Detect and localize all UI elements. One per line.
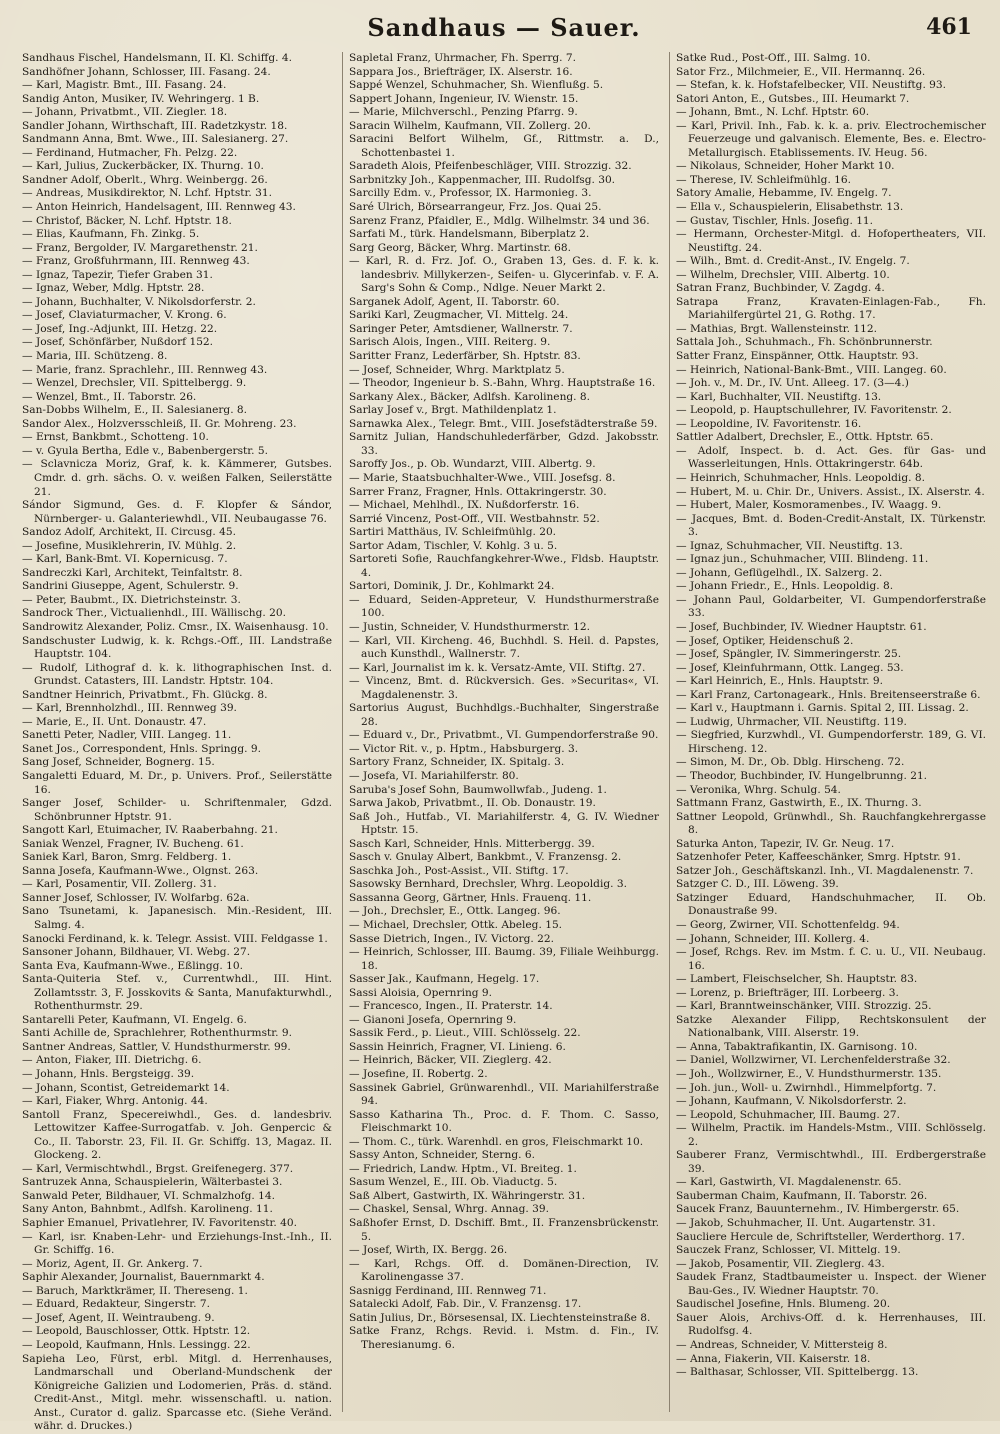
directory-entry: — Johann Friedr., E., Hnls. Leopoldig. 8. — [676, 580, 894, 593]
directory-entry: — Karl, Privil. Inh., Fab. k. k. a. priv. Electrochemischer Feuerzeuge und galvanisch. Elemente, Bes. e. Electro-Metallurgisch. Etablissements. IV. Heug. 56. — [676, 119, 986, 159]
directory-entry: Sator Frz., Milchmeier, E., VII. Hermannq. 26. — [676, 65, 926, 78]
directory-entry: Saucliere Hercule de, Schriftsteller, Werderthorg. 17. — [676, 1230, 965, 1243]
directory-entry: Saniek Karl, Baron, Smrg. Feldberg. 1. — [22, 851, 232, 864]
directory-entry: Satalecki Adolf, Fab. Dir., V. Franzensg. 17. — [349, 1298, 582, 1311]
directory-entry: — Anna, Tabaktrafikantin, IX. Garnisong. 10. — [676, 1040, 918, 1053]
directory-entry: — Chaskel, Sensal, Whrg. Annag. 39. — [349, 1203, 549, 1216]
directory-entry: Sappert Johann, Ingenieur, IV. Wienstr. 15. — [349, 92, 579, 105]
directory-entry: Sandrock Ther., Victualienhdl., III. Wällischg. 20. — [22, 607, 286, 620]
directory-entry: Satory Amalie, Hebamme, IV. Engelg. 7. — [676, 187, 892, 200]
directory-entry: Sattmann Franz, Gastwirth, E., IX. Thurng. 3. — [676, 797, 922, 810]
directory-entry: — Karl, Julius, Zuckerbäcker, IX. Thurng. 10. — [22, 160, 264, 173]
directory-entry: — Josef, Buchbinder, IV. Wiedner Hauptstr. 61. — [676, 620, 927, 633]
directory-entry: — Heinrich, Schuhmacher, Hnls. Leopoldig. 8. — [676, 471, 925, 484]
directory-entry: Sandrini Giuseppe, Agent, Schulerstr. 9. — [22, 580, 239, 593]
directory-entry: Saradeth Alois, Pfeifenbeschläger, VIII. Strozzig. 32. — [349, 160, 632, 173]
directory-entry: — Eduard, Redakteur, Singerstr. 7. — [22, 1298, 210, 1311]
directory-entry: — Eduard, Seiden-Appreteur, V. Hundsthurmerstraße 100. — [349, 593, 659, 620]
directory-entry: Sartor Adam, Tischler, V. Kohlg. 3 u. 5. — [349, 539, 558, 552]
directory-entry: — Wenzel, Bmt., II. Taborstr. 26. — [22, 390, 197, 403]
directory-entry: — Christof, Bäcker, N. Lchf. Hptstr. 18. — [22, 214, 232, 227]
directory-entry: Saudek Franz, Stadtbaumeister u. Inspect. der Wiener Bau-Ges., IV. Wiedner Hauptstr. 70. — [676, 1271, 986, 1297]
directory-entry: Sasso Katharina Th., Proc. d. F. Thom. C. Sasso, Fleischmarkt 10. — [349, 1108, 659, 1135]
directory-entry: Sarenz Franz, Pfaidler, E., Mdlg. Wilhelmstr. 34 und 36. — [349, 214, 650, 227]
directory-entry: Sany Anton, Bahnbmt., Adlfsh. Karolineng. 11. — [22, 1203, 273, 1216]
directory-entry: Sarcilly Edm. v., Professor, IX. Harmonieg. 3. — [349, 187, 592, 200]
directory-entry: Santruzek Anna, Schauspielerin, Wälterbastei 3. — [22, 1176, 283, 1189]
directory-entry: — Johann, Geflügelhdl., IX. Salzerg. 2. — [676, 566, 883, 579]
directory-entry: Saruba's Josef Sohn, Baumwollwfab., Judeng. 1. — [349, 783, 607, 796]
directory-entry: — Ferdinand, Hutmacher, Fh. Pelzg. 22. — [22, 146, 238, 159]
directory-entry: Sarnawka Alex., Telegr. Bmt., VIII. Josefstädterstraße 59. — [349, 417, 658, 430]
directory-entry: Sauer Alois, Archivs-Off. d. k. Herrenhauses, III. Rudolfsg. 4. — [676, 1311, 986, 1338]
directory-entry: — Karl, Fiaker, Whrg. Antonig. 44. — [22, 1095, 208, 1108]
directory-entry: Saß Joh., Hutfab., VI. Mariahilferstr. 4, G. IV. Wiedner Hptstr. 15. — [349, 810, 659, 837]
column-1 — [22, 52, 332, 1433]
directory-entry: Sartori, Dominik, J. Dr., Kohlmarkt 24. — [349, 580, 555, 593]
directory-entry: Sansoner Johann, Bildhauer, VI. Webg. 27. — [22, 946, 251, 959]
directory-entry: — Johann, Scontist, Getreidemarkt 14. — [22, 1081, 230, 1094]
directory-entry: — Anton Heinrich, Handelsagent, III. Rennweg 43. — [22, 201, 296, 214]
directory-entry: — Karl, Gastwirth, VI. Magdalenenstr. 65. — [676, 1176, 902, 1189]
directory-entry: — Lambert, Fleischselcher, Sh. Hauptstr. 83. — [676, 973, 918, 986]
directory-entry: Sarbnitzky Joh., Kappenmacher, III. Rudolfsg. 30. — [349, 173, 616, 186]
directory-entry: — Karl Heinrich, E., Hnls. Hauptstr. 9. — [676, 675, 883, 688]
directory-entry: — Ignaz, Schuhmacher, VII. Neustiftg. 13. — [676, 539, 903, 552]
directory-entry: — Johann, Buchhalter, V. Nikolsdorferstr. 2. — [22, 295, 256, 308]
directory-entry: — Hubert, M. u. Chir. Dr., Univers. Assist., IX. Alserstr. 4. — [676, 485, 985, 498]
directory-entry: Sartoreti Sofie, Rauchfangkehrer-Wwe., Fldsb. Hauptstr. 4. — [349, 553, 659, 579]
directory-entry: Sartory Franz, Schneider, IX. Spitalg. 3. — [349, 756, 565, 769]
directory-entry: Sasser Jak., Kaufmann, Hegelg. 17. — [349, 973, 540, 986]
directory-entry: Satin Julius, Dr., Börsesensal, IX. Liechtensteinstraße 8. — [349, 1311, 651, 1324]
directory-entry: Sandig Anton, Musiker, IV. Wehringerg. 1 B. — [22, 92, 260, 105]
directory-entry: — Friedrich, Landw. Hptm., VI. Breiteg. 1. — [349, 1162, 577, 1175]
directory-entry: — Elias, Kaufmann, Fh. Zinkg. 5. — [22, 228, 200, 241]
directory-entry: Saphir Alexander, Journalist, Bauernmarkt 4. — [22, 1271, 265, 1284]
directory-entry: Sandner Adolf, Oberlt., Whrg. Weinbergg. 26. — [22, 173, 268, 186]
columns — [22, 52, 986, 1433]
directory-entry: Sapieha Leo, Fürst, erbl. Mitgl. d. Herrenhauses, Landmarschall und Oberland-Mundschenk der Königreiche Galizien und Lodomerien, Präs. d. ständ. Credit-Anst., Mitgl. mehr. wissenschaftl. u. nation. Anst., Curator d. galiz. Sparcasse etc. (Siehe Veränd. währ. d. Druckes.) — [22, 1352, 332, 1433]
directory-entry: Sassik Ferd., p. Lieut., VIII. Schlösselg. 22. — [349, 1027, 581, 1040]
directory-entry: — Theodor, Ingenieur b. S.-Bahn, Whrg. Hauptstraße 16. — [349, 377, 656, 390]
directory-entry: — Michael, Mehlhdl., IX. Nußdorferstr. 16. — [349, 499, 580, 512]
directory-entry: Sassy Anton, Schneider, Sterng. 6. — [349, 1149, 535, 1162]
directory-entry: Sandler Johann, Wirthschaft, III. Radetzkystr. 18. — [22, 119, 288, 132]
directory-entry: — Andreas, Schneider, V. Mittersteig 8. — [676, 1338, 888, 1351]
directory-entry: — Daniel, Wollzwirner, VI. Lerchenfelderstraße 32. — [676, 1054, 951, 1067]
directory-entry: Satran Franz, Buchbinder, V. Zagdg. 4. — [676, 282, 885, 295]
directory-entry: Sanet Jos., Correspondent, Hnls. Springg. 9. — [22, 742, 261, 755]
directory-entry: Saudischel Josefine, Hnls. Blumeng. 20. — [676, 1298, 891, 1311]
directory-entry: — Gustav, Tischler, Hnls. Josefig. 11. — [676, 214, 874, 227]
directory-entry: — Leopold, Schuhmacher, III. Baumg. 27. — [676, 1108, 901, 1121]
directory-entry: — Karl, Vermischtwhdl., Brgst. Greifenegerg. 377. — [22, 1162, 294, 1175]
directory-entry: — Leopoldine, IV. Favoritenstr. 16. — [676, 417, 862, 430]
directory-entry: — Ignaz, Tapezir, Tiefer Graben 31. — [22, 268, 213, 281]
directory-entry: Sassin Heinrich, Fragner, VI. Linieng. 6. — [349, 1040, 566, 1053]
directory-entry: Sappé Wenzel, Schuhmacher, Sh. Wienflußg. 5. — [349, 79, 604, 92]
running-title: Sandhaus — Sauer. — [367, 13, 641, 42]
directory-entry: Sarisch Alois, Ingen., VIII. Reiterg. 9. — [349, 336, 551, 349]
directory-entry: — Hermann, Orchester-Mitgl. d. Hofopertheaters, VII. Neustiftg. 24. — [676, 228, 986, 254]
directory-entry: Sattler Adalbert, Drechsler, E., Ottk. Hptstr. 65. — [676, 431, 934, 444]
directory-entry: Sandrowitz Alexander, Poliz. Cmsr., IX. Waisenhausg. 10. — [22, 620, 329, 633]
directory-entry: Sandor Alex., Holzversschleiß, II. Gr. Mohreng. 23. — [22, 417, 297, 430]
directory-entry: Sandmann Anna, Bmt. Wwe., III. Salesianerg. 27. — [22, 133, 289, 146]
directory-entry: — Lorenz, p. Briefträger, III. Lorbeerg. 3. — [676, 986, 899, 999]
directory-entry: — Leopold, Bauschlosser, Ottk. Hptstr. 12. — [22, 1325, 251, 1338]
directory-entry: — Josef, Kleinfuhrmann, Ottk. Langeg. 53. — [676, 661, 904, 674]
directory-entry: — Anna, Fiakerin, VII. Kaiserstr. 18. — [676, 1352, 871, 1365]
directory-entry: — Victor Rit. v., p. Hptm., Habsburgerg. 3. — [349, 742, 579, 755]
directory-entry: Sarganek Adolf, Agent, II. Taborstr. 60. — [349, 295, 560, 308]
directory-entry: Sanner Josef, Schlosser, IV. Wolfarbg. 62a. — [22, 891, 250, 904]
directory-entry: — Justin, Schneider, V. Hundsthurmerstr. 12. — [349, 620, 591, 633]
directory-entry: — Rudolf, Lithograf d. k. k. lithographischen Inst. d. Grundst. Catasters, III. Landstr. Hptstr. 104. — [22, 661, 332, 688]
directory-entry: Sauberman Chaim, Kaufmann, II. Taborstr. 26. — [676, 1189, 928, 1202]
directory-entry: Saßhofer Ernst, D. Dschiff. Bmt., II. Franzensbrückenstr. 5. — [349, 1217, 659, 1243]
directory-entry: — Heinrich, Schlosser, III. Baumg. 39, Filiale Weihburgg. 18. — [349, 946, 659, 972]
directory-entry: — Karl, Branntweinschänker, VIII. Strozzig. 25. — [676, 1000, 932, 1013]
directory-entry: Santner Andreas, Sattler, V. Hundsthurmerstr. 99. — [22, 1040, 291, 1053]
directory-entry: — Peter, Baubmt., IX. Dietrichsteinstr. 3. — [22, 593, 241, 606]
directory-entry: — Josefine, II. Robertg. 2. — [349, 1068, 488, 1081]
directory-entry: Sándor Sigmund, Ges. d. F. Klopfer & Sándor, Nürnberger- u. Galanteriewhdl., VII. Neubaugasse 76. — [22, 499, 332, 525]
directory-entry: — Theodor, Buchbinder, IV. Hungelbrunng. 21. — [676, 769, 928, 782]
directory-entry: — Josef, Schönfärber, Nußdorf 152. — [22, 336, 214, 349]
directory-entry: — Johann, Privatbmt., VII. Ziegler. 18. — [22, 106, 228, 119]
directory-entry: Sasch v. Gnulay Albert, Bankbmt., V. Franzensg. 2. — [349, 851, 622, 864]
directory-entry: — Jakob, Posamentir, VII. Zieglerg. 43. — [676, 1257, 885, 1270]
directory-entry: Sassanna Georg, Gärtner, Hnls. Frauenq. 11. — [349, 891, 592, 904]
directory-entry: Santa-Quiteria Stef. v., Currentwhdl., III. Hint. Zollamtsstr. 3, F. Josskovits & Santa, Manufakturwhdl., Rothenthurmstr. 29. — [22, 973, 332, 1013]
directory-entry: Sarnitz Julian, Handschuhlederfärber, Gdzd. Jakobsstr. 33. — [349, 431, 659, 457]
directory-entry: Sauberer Franz, Vermischtwhdl., III. Erdbergerstraße 39. — [676, 1149, 986, 1175]
directory-entry: Sarwa Jakob, Privatbmt., II. Ob. Donaustr. 19. — [349, 797, 596, 810]
directory-entry: Sapletal Franz, Uhrmacher, Fh. Sperrg. 7. — [349, 52, 577, 64]
directory-entry: — Jakob, Schuhmacher, II. Unt. Augartenstr. 31. — [676, 1217, 936, 1230]
directory-entry: — Josef, Rchgs. Rev. im Mstm. f. C. u. U., VII. Neubaug. 16. — [676, 946, 986, 972]
directory-entry: Sarrer Franz, Fragner, Hnls. Ottakringerstr. 30. — [349, 485, 607, 498]
column-2 — [342, 52, 659, 1412]
directory-entry: — Ella v., Schauspielerin, Elisabethstr. 13. — [676, 201, 904, 214]
directory-entry: — Leopold, p. Hauptschullehrer, IV. Favoritenstr. 2. — [676, 404, 952, 417]
directory-entry: Sandtner Heinrich, Privatbmt., Fh. Glückg. 8. — [22, 688, 268, 701]
directory-entry: Saracin Wilhelm, Kaufmann, VII. Zollerg. 20. — [349, 119, 591, 132]
directory-entry: — Karl, VII. Kircheng. 46, Buchhdl. S. Heil. d. Papstes, auch Kunsthdl., Wallnerstr. 7. — [349, 634, 659, 661]
directory-entry: — Josefine, Musiklehrerin, IV. Mühlg. 2. — [22, 539, 237, 552]
directory-entry: Satzinger Eduard, Handschuhmacher, II. Ob. Donaustraße 99. — [676, 891, 986, 918]
directory-entry: Santa Eva, Kaufmann-Wwe., Eßlingg. 10. — [22, 959, 243, 972]
directory-entry: Sanwald Peter, Bildhauer, VI. Schmalzhofg. 14. — [22, 1189, 276, 1202]
directory-entry: Saroffy Jos., p. Ob. Wundarzt, VIII. Albertg. 9. — [349, 458, 596, 471]
directory-entry: — Marie, E., II. Unt. Donaustr. 47. — [22, 715, 207, 728]
directory-entry: Sassinek Gabriel, Grünwarenhdl., VII. Mariahilferstraße 94. — [349, 1081, 659, 1108]
directory-entry: Satrapa Franz, Kravaten-Einlagen-Fab., Fh. Mariahilfergürtel 21, G. Rothg. 17. — [676, 295, 986, 322]
directory-entry: — Stefan, k. k. Hofstafelbecker, VII. Neustiftg. 93. — [676, 79, 947, 92]
directory-entry: Sarfati M., türk. Handelsmann, Biberplatz 2. — [349, 228, 590, 241]
directory-entry: Sasch Karl, Schneider, Hnls. Mitterbergg. 39. — [349, 837, 595, 850]
directory-entry: Sandschuster Ludwig, k. k. Rchgs.-Off., III. Landstraße Hauptstr. 104. — [22, 634, 332, 661]
directory-entry: — Balthasar, Schlosser, VII. Spittelbergg. 13. — [676, 1366, 919, 1379]
directory-entry: — Moriz, Agent, II. Gr. Ankerg. 7. — [22, 1257, 203, 1270]
directory-entry: Saringer Peter, Amtsdiener, Wallnerstr. 7. — [349, 322, 573, 335]
directory-entry: — Ludwig, Uhrmacher, VII. Neustiftg. 119. — [676, 715, 907, 728]
directory-entry: — Karl, R. d. Frz. Jof. O., Graben 13, Ges. d. F. k. k. landesbriv. Millykerzen-, Seifen- u. Glycerinfab. v. F. A. Sarg's Sohn & Comp., Ndlge. Neuer Markt 2. — [349, 255, 659, 295]
directory-entry: — Georg, Zwirner, VII. Schottenfeldg. 94. — [676, 919, 900, 931]
directory-entry: — Andreas, Musikdirektor, N. Lchf. Hptstr. 31. — [22, 187, 272, 200]
column-3 — [669, 52, 986, 1412]
page-header — [22, 8, 986, 52]
directory-entry: Sangaletti Eduard, M. Dr., p. Univers. Prof., Seilerstätte 16. — [22, 769, 332, 796]
directory-entry: Saracini Belfort Wilhelm, Gf., Rittmstr. a. D., Schottenbastei 1. — [349, 133, 659, 159]
directory-entry: Sarrié Vincenz, Post-Off., VII. Westbahnstr. 52. — [349, 512, 600, 525]
directory-entry: Saritter Franz, Lederfärber, Sh. Hptstr. 83. — [349, 350, 581, 363]
directory-entry: — Joh. v., M. Dr., IV. Unt. Alleeg. 17. (3—4.) — [676, 377, 909, 390]
directory-entry: — Thom. C., türk. Warenhdl. en gros, Fleischmarkt 10. — [349, 1135, 644, 1148]
directory-entry: — Veronika, Whrg. Schulg. 54. — [676, 783, 841, 796]
directory-entry: Satzer Joh., Geschäftskanzl. Inh., VI. Magdalenenstr. 7. — [676, 864, 974, 877]
directory-entry: — Siegfried, Kurzwhdl., VI. Gumpendorferstr. 189, G. VI. Hirscheng. 12. — [676, 729, 986, 755]
directory-entry: Satzenhofer Peter, Kaffeeschänker, Smrg. Hptstr. 91. — [676, 851, 961, 864]
directory-entry: — Therese, IV. Schleifmühlg. 16. — [676, 173, 852, 186]
directory-entry: — Maria, III. Schützeng. 8. — [22, 350, 168, 363]
directory-entry: — Wenzel, Drechsler, VII. Spittelbergg. 9. — [22, 377, 247, 390]
directory-entry: Satzger C. D., III. Löweng. 39. — [676, 878, 839, 891]
directory-entry: — Marie, franz. Sprachlehr., III. Rennweg 43. — [22, 363, 268, 376]
directory-entry: — Karl, Journalist im k. k. Versatz-Amte, VII. Stiftg. 27. — [349, 661, 646, 674]
directory-entry: — Karl, Magistr. Bmt., III. Fasang. 24. — [22, 79, 227, 92]
directory-entry: — Ignaz jun., Schuhmacher, VIII. Blindeng. 11. — [676, 553, 929, 566]
directory-entry: — Wilhelm, Practik. im Handels-Mstm., VIII. Schlösselg. 2. — [676, 1122, 986, 1148]
directory-entry: — Johann Paul, Goldarbeiter, VI. Gumpendorferstraße 33. — [676, 593, 986, 620]
directory-entry: — Vincenz, Bmt. d. Rückversich. Ges. »Securitas«, VI. Magdalenenstr. 3. — [349, 675, 659, 701]
directory-entry: Sartiri Matthäus, IV. Schleifmühlg. 20. — [349, 526, 557, 539]
directory-entry: Sassi Aloisia, Opernring 9. — [349, 986, 493, 999]
directory-entry: — Franz, Bergolder, IV. Margarethenstr. 21. — [22, 241, 258, 254]
directory-entry: — Josef, Schneider, Whrg. Marktplatz 5. — [349, 363, 565, 376]
directory-entry: — Josef, Ing.-Adjunkt, III. Hetzg. 22. — [22, 322, 218, 335]
directory-entry: Sarg Georg, Bäcker, Whrg. Martinstr. 68. — [349, 241, 571, 254]
directory-entry: — Karl, isr. Knaben-Lehr- und Erziehungs-Inst.-Inh., II. Gr. Schiffg. 16. — [22, 1230, 332, 1257]
page-number: 461 — [926, 14, 972, 40]
directory-entry: — Anton, Fiaker, III. Dietrichg. 6. — [22, 1054, 202, 1067]
directory-entry: — Jacques, Bmt. d. Boden-Credit-Anstalt, IX. Türkenstr. 3. — [676, 512, 986, 539]
directory-entry: — Karl, Brennholzhdl., III. Rennweg 39. — [22, 702, 237, 715]
directory-entry: Sattner Leopold, Grünwhdl., Sh. Rauchfangkehrergasse 8. — [676, 810, 986, 837]
directory-entry: Sappara Jos., Briefträger, IX. Alserstr. 16. — [349, 65, 573, 78]
directory-entry: — Franz, Großfuhrmann, III. Rennweg 43. — [22, 255, 250, 268]
directory-entry: — Joh., Drechsler, E., Ottk. Langeg. 96. — [349, 905, 561, 918]
directory-entry: Satori Anton, E., Gutsbes., III. Heumarkt 7. — [676, 92, 910, 105]
directory-entry: Satter Franz, Einspänner, Ottk. Hauptstr. 93. — [676, 350, 919, 363]
directory-entry: — Josef, Spängler, IV. Simmeringerstr. 25. — [676, 648, 902, 661]
directory-entry: — Karl v., Hauptmann i. Garnis. Spital 2, III. Lissag. 2. — [676, 702, 969, 715]
directory-entry: Sarkany Alex., Bäcker, Adlfsh. Karolineng. 8. — [349, 390, 591, 403]
directory-entry: Satzke Alexander Filipp, Rechtskonsulent der Nationalbank, VIII. Alserstr. 19. — [676, 1013, 986, 1040]
directory-entry: Sarlay Josef v., Brgt. Mathildenplatz 1. — [349, 404, 557, 417]
directory-entry: — Gianoni Josefa, Opernring 9. — [349, 1013, 517, 1026]
directory-entry: — Hubert, Maler, Kosmoramenbes., IV. Waagg. 9. — [676, 499, 942, 512]
directory-entry: — Marie, Staatsbuchhalter-Wwe., VIII. Josefsg. 8. — [349, 471, 616, 484]
directory-entry: Sandhöfner Johann, Schlosser, III. Fasang. 24. — [22, 65, 271, 78]
directory-entry: — Nikolaus, Schneider, Hoher Markt 10. — [676, 160, 895, 173]
directory-entry: — Josef, Optiker, Heidenschuß 2. — [676, 634, 854, 647]
directory-entry: Sanger Josef, Schilder- u. Schriftenmaler, Gdzd. Schönbrunner Hptstr. 91. — [22, 797, 332, 823]
directory-entry: Sauczek Franz, Schlosser, VI. Mittelg. 19. — [676, 1244, 901, 1257]
directory-entry: — Leopold, Kaufmann, Hnls. Lessingg. 22. — [22, 1338, 251, 1351]
directory-entry: — Simon, M. Dr., Ob. Dblg. Hirscheng. 72. — [676, 756, 905, 769]
directory-entry: Sasse Dietrich, Ingen., IV. Victorg. 22. — [349, 932, 554, 945]
directory-entry: Saß Albert, Gastwirth, IX. Währingerstr. 31. — [349, 1189, 586, 1202]
directory-entry: — Ignaz, Weber, Mdlg. Hptstr. 28. — [22, 282, 205, 295]
directory-entry: Saré Ulrich, Börsearrangeur, Frz. Jos. Quai 25. — [349, 201, 602, 214]
directory-entry: — Michael, Drechsler, Ottk. Abeleg. 15. — [349, 919, 563, 931]
directory-entry: — Johann, Bmt., N. Lchf. Hptstr. 60. — [676, 106, 870, 119]
directory-entry: — Josef, Agent, II. Weintraubeng. 9. — [22, 1311, 215, 1324]
directory-entry: Sasowsky Bernhard, Drechsler, Whrg. Leopoldig. 3. — [349, 878, 627, 891]
directory-entry: Santoll Franz, Specereiwhdl., Ges. d. landesbriv. Lettowitzer Kaffee-Surrogatfab. v. Joh. Genpercic & Co., II. Taborstr. 23, Fil. II. Gr. Schiffg. 13, Magaz. II. Glockeng. 2. — [22, 1108, 332, 1162]
directory-entry: Sang Josef, Schneider, Bognerg. 15. — [22, 756, 215, 769]
directory-entry: — Karl, Posamentir, VII. Zollerg. 31. — [22, 878, 217, 891]
directory-entry: — Josef, Claviaturmacher, V. Krong. 6. — [22, 309, 227, 322]
directory-entry: Sasum Wenzel, E., III. Ob. Viaductg. 5. — [349, 1176, 558, 1189]
directory-entry: — v. Gyula Bertha, Edle v., Babenbergerstr. 5. — [22, 444, 269, 457]
directory-entry: — Johann, Kaufmann, V. Nikolsdorferstr. 2. — [676, 1095, 907, 1108]
directory-entry: — Johann, Schneider, III. Kollerg. 4. — [676, 932, 870, 945]
directory-entry: Sariki Karl, Zeugmacher, VI. Mittelg. 24. — [349, 309, 569, 322]
directory-entry: Sandhaus Fischel, Handelsmann, II. Kl. Schiffg. 4. — [22, 52, 292, 64]
directory-entry: Sanetti Peter, Nadler, VIII. Langeg. 11. — [22, 729, 232, 742]
directory-entry: Sanna Josefa, Kaufmann-Wwe., Olgnst. 263. — [22, 864, 259, 877]
directory-entry: Saschka Joh., Post-Assist., VII. Stiftg. 17. — [349, 864, 569, 877]
directory-entry: — Adolf, Inspect. b. d. Act. Ges. für Gas- und Wasserleitungen, Hnls. Ottakringerstr. 64b. — [676, 444, 986, 471]
directory-entry: — Karl, Buchhalter, VII. Neustiftg. 13. — [676, 390, 882, 403]
directory-entry: Santarelli Peter, Kaufmann, VI. Engelg. 6. — [22, 1013, 247, 1026]
directory-entry: Saturka Anton, Tapezir, IV. Gr. Neug. 17. — [676, 837, 895, 850]
directory-entry: Saphier Emanuel, Privatlehrer, IV. Favoritenstr. 40. — [22, 1217, 297, 1230]
directory-entry: — Francesco, Ingen., II. Praterstr. 14. — [349, 1000, 553, 1013]
directory-entry: Sandoz Adolf, Architekt, II. Circusg. 45. — [22, 526, 236, 539]
directory-entry: — Mathias, Brgt. Wallensteinstr. 112. — [676, 322, 877, 335]
directory-entry: — Josefa, VI. Mariahilferstr. 80. — [349, 769, 519, 782]
directory-entry: Sano Tsunetami, k. Japanesisch. Min.-Resident, III. Salmg. 4. — [22, 905, 332, 931]
directory-entry: — Sclavnicza Moriz, Graf, k. k. Kämmerer, Gutsbes. Cmdr. d. grh. sächs. O. v. weißen Falken, Seilerstätte 21. — [22, 458, 332, 498]
directory-entry: — Ernst, Bankbmt., Schotteng. 10. — [22, 431, 209, 444]
directory-entry: Saucek Franz, Bauunternehm., IV. Himbergerstr. 65. — [676, 1203, 960, 1216]
directory-entry: Sasnigg Ferdinand, III. Rennweg 71. — [349, 1284, 547, 1297]
directory-entry: — Heinrich, National-Bank-Bmt., VIII. Langeg. 60. — [676, 363, 947, 376]
directory-entry: — Marie, Milchverschl., Penzing Pfarrg. 9. — [349, 106, 578, 119]
directory-entry: — Joh., Wollzwirner, E., V. Hundsthurmerstr. 135. — [676, 1068, 942, 1081]
directory-entry: Santi Achille de, Sprachlehrer, Rothenthurmstr. 9. — [22, 1027, 292, 1040]
directory-entry: Sandreczki Karl, Architekt, Teinfaltstr. 8. — [22, 566, 243, 579]
directory-entry: Sangott Karl, Etuimacher, IV. Raaberbahng. 21. — [22, 824, 278, 837]
directory-entry: — Heinrich, Bäcker, VII. Zieglerg. 42. — [349, 1054, 552, 1067]
directory-entry: — Wilh., Bmt. d. Credit-Anst., IV. Engelg. 7. — [676, 255, 910, 268]
directory-entry: — Karl, Rchgs. Off. d. Domänen-Direction, IV. Karolinengasse 37. — [349, 1257, 659, 1284]
directory-entry: — Baruch, Marktkrämer, II. Thereseng. 1. — [22, 1284, 248, 1297]
directory-entry: Saniak Wenzel, Fragner, IV. Bucheng. 61. — [22, 837, 244, 850]
directory-entry: Sartorius August, Buchhdlgs.-Buchhalter, Singerstraße 28. — [349, 702, 659, 728]
directory-entry: San-Dobbs Wilhelm, E., II. Salesianerg. 8. — [22, 404, 248, 417]
directory-entry: — Karl Franz, Cartonageark., Hnls. Breitenseerstraße 6. — [676, 688, 981, 701]
directory-entry: — Johann, Hnls. Bergsteigg. 39. — [22, 1068, 195, 1081]
directory-entry: — Eduard v., Dr., Privatbmt., VI. Gumpendorferstraße 90. — [349, 729, 659, 742]
directory-entry: Satke Franz, Rchgs. Revid. i. Mstm. d. Fin., IV. Theresianumg. 6. — [349, 1325, 659, 1351]
directory-entry: Sanocki Ferdinand, k. k. Telegr. Assist. VIII. Feldgasse 1. — [22, 932, 328, 945]
directory-entry: Satke Rud., Post-Off., III. Salmg. 10. — [676, 52, 871, 64]
directory-entry: Sattala Joh., Schuhmach., Fh. Schönbrunnerstr. — [676, 336, 933, 349]
directory-entry: — Josef, Wirth, IX. Bergg. 26. — [349, 1244, 508, 1257]
directory-entry: — Joh. jun., Woll- u. Zwirnhdl., Himmelpfortg. 7. — [676, 1081, 937, 1094]
directory-entry: — Karl, Bank-Bmt. VI. Kopernicusg. 7. — [22, 553, 228, 566]
directory-entry: — Wilhelm, Drechsler, VIII. Albertg. 10. — [676, 268, 890, 281]
